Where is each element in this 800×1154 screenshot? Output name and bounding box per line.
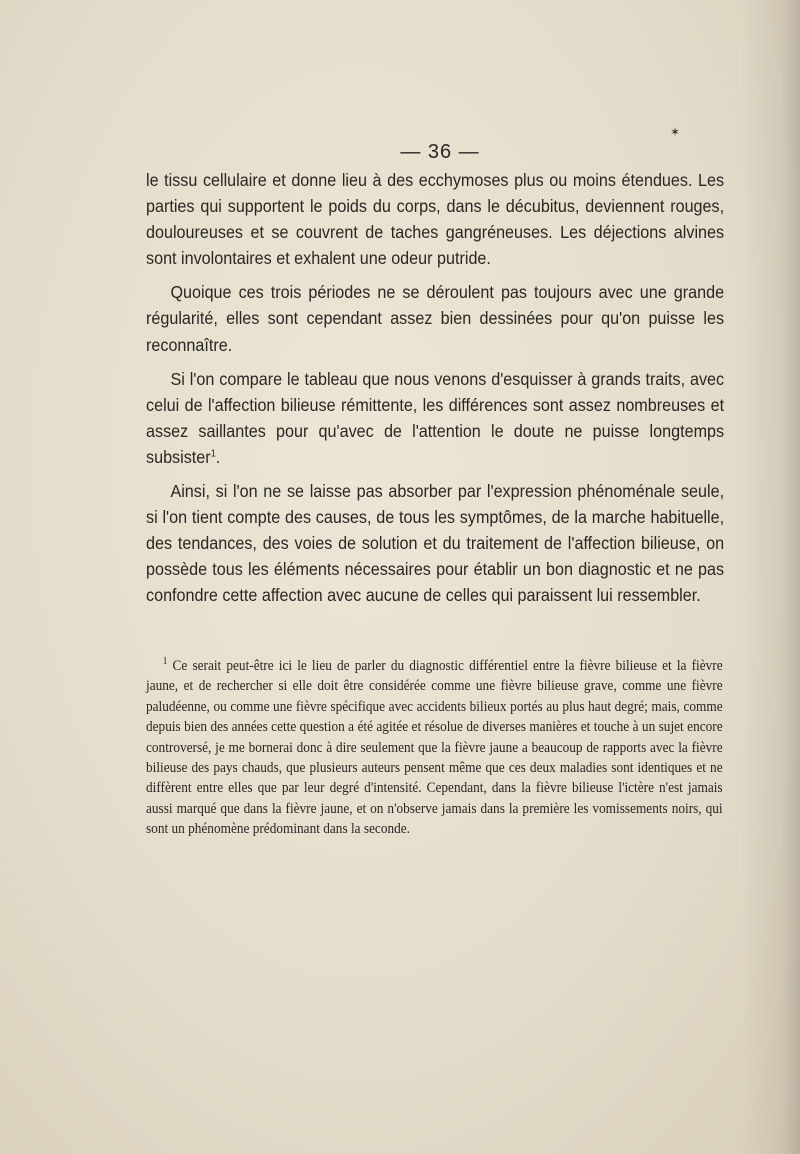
- footnote-paragraph: [146, 656, 723, 840]
- ink-mark-icon: ✶: [670, 125, 681, 139]
- paragraph-3-end: .: [215, 446, 221, 467]
- footnote-body: Ce serait peut-être ici le lieu de parler du diagnostic différentiel entre la fièvre bilieuse et la fièvre jaune, et de rechercher si elle doit être considérée comme une fièvre bilieuse grave, comme une fièvre paludéenne, ou comme une fièvre spécifique avec accidents bilieux portés au plus haut degré; mais, comme depuis bien des années cette question a été agitée et résolue de diverses manières et touche à un sujet encore controversé, je me bornerai donc à dire seulement que la fièvre jaune a beaucoup de rapports avec la fièvre bilieuse des pays chauds, que plusieurs auteurs pensent même que ces deux maladies sont identiques et ne diffèrent entre elles que par leur degré d'intensité. Cependant, dans la fièvre bilieuse l'ictère n'est jamais aussi marqué que dans la fièvre jaune, et on n'observe jamais dans la première les vomissements noirs, qui sont un phénomène prédominant dans la seconde.: [146, 658, 723, 838]
- page-edge-shadow: [740, 0, 800, 1154]
- paragraph-3: [146, 366, 724, 470]
- footnote-reference: 1: [210, 448, 216, 460]
- footnote: [146, 656, 723, 840]
- paragraph-3-text: Si l'on compare le tableau que nous venons d'esquisser à grands traits, avec celui de l'affection bilieuse rémittente, les différences sont assez nombreuses et assez saillantes pour qu'avec de l'attention le doute ne puisse longtemps subsister: [146, 368, 725, 467]
- paragraph-4: Ainsi, si l'on ne se laisse pas absorber par l'expression phénoménale seule, si l'on tient compte des causes, de tous les symptômes, de la marche habituelle, des tendances, des voies de solution et du traitement de l'affection bilieuse, on possède tous les éléments nécessaires pour établir un bon diagnostic et ne pas confondre cette affection avec aucune de celles qui paraissent lui ressembler.: [146, 481, 725, 606]
- footnote-mark: 1: [162, 656, 168, 668]
- paragraph-1: le tissu cellulaire et donne lieu à des ecchymoses plus ou moins étendues. Les parties qui supportent le poids du corps, dans le décubitus, deviennent rouges, douloureuses et se couvrent de taches gangréneuses. Les déjections alvines sont involontaires et exhalent une odeur putride.: [146, 170, 725, 269]
- page-number: — 36 —: [400, 141, 480, 163]
- paragraph-2: Quoique ces trois périodes ne se déroulent pas toujours avec une grande régularité, elles sont cependant assez bien dessinées pour qu'on puisse les reconnaître.: [146, 282, 725, 355]
- main-text: [146, 167, 724, 617]
